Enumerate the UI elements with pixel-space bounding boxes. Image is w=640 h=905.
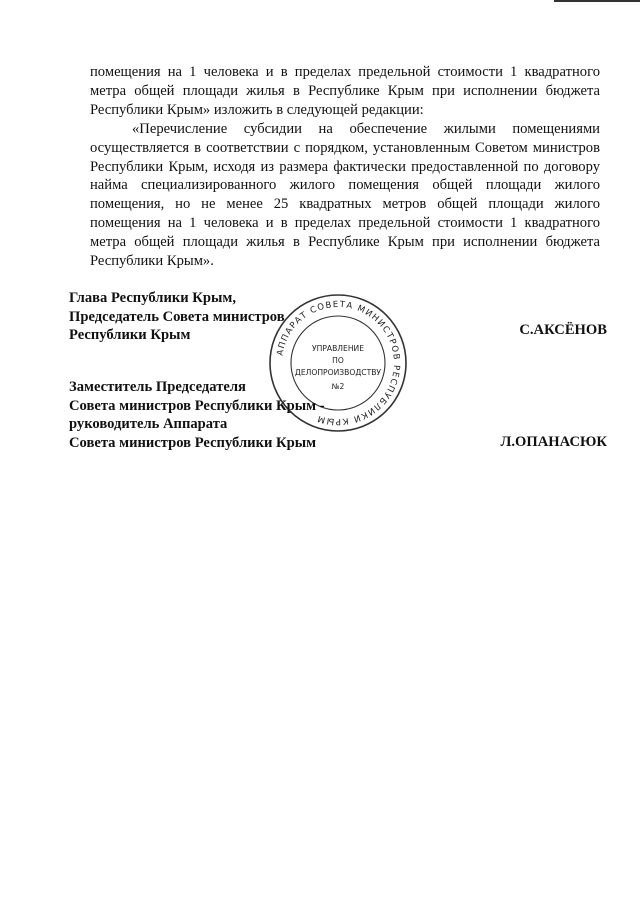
body-paragraph-1: помещения на 1 человека и в пределах предельной стоимости 1 квадратного метра общей площади жилья в Республике Крым при исполнении бюджета Республики Крым» изложить в следующей редакции: <box>90 64 600 118</box>
stamp-ring-text: АППАРАТ СОВЕТА МИНИСТРОВ РЕСПУБЛИКИ КРЫМ <box>275 299 402 427</box>
signatory-name-second: Л.ОПАНАСЮК <box>500 434 607 450</box>
body-paragraph-2: «Перечисление субсидии на обеспечение жилыми помещениями осуществляется в соответствии с порядком, установленным Советом министров Республики Крым, исходя из размера фактически предоставленной по договору найма специализированного жилого помещения общей площади жилого помещения, но не менее 25 квадратных метров общей площади жилого помещения на 1 человека и в пределах предельной стоимости 1 квадратного метра общей площади жилья в Республике Крым при исполнении бюджета Республики Крым». <box>90 120 600 270</box>
signature-title-line: Республики Крым <box>69 327 191 343</box>
signature-title-second <box>69 378 325 452</box>
signature-title-first <box>69 289 285 345</box>
signature-title-line: Совета министров Республики Крым <box>69 434 317 451</box>
document-body <box>90 63 600 271</box>
signature-title-line: Заместитель Председателя <box>69 379 246 395</box>
signature-title-line: Совета министров Республики Крым - <box>69 397 325 414</box>
signature-title-line: руководитель Аппарата <box>69 416 228 432</box>
signature-title-line: Глава Республики Крым, <box>69 290 236 306</box>
stamp-center-line: ДЕЛОПРОИЗВОДСТВУ <box>294 368 382 377</box>
scan-edge-line <box>554 0 640 2</box>
signature-title-line: Председатель Совета министров <box>69 308 285 325</box>
stamp-center-line: ПО <box>332 356 344 365</box>
signatory-name-first: С.АКСЁНОВ <box>519 322 607 338</box>
stamp-center-line: УПРАВЛЕНИЕ <box>311 344 365 353</box>
stamp-center-line: №2 <box>331 382 345 391</box>
